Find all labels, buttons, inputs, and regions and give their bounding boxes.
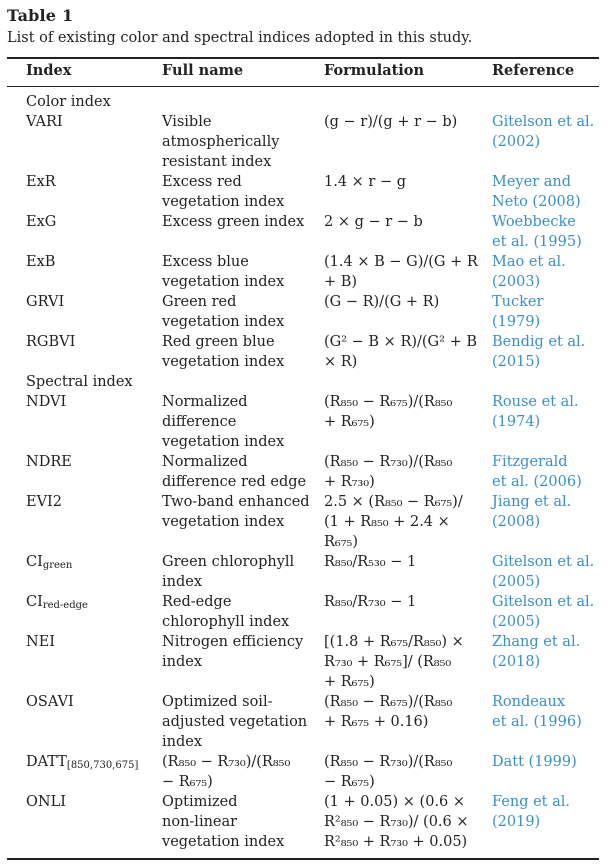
reference-line: et al. (1995) (492, 234, 582, 250)
table-row (0, 752, 609, 792)
reference-line: (2008) (492, 514, 541, 530)
full-name-cell (162, 172, 324, 212)
header-reference: Reference (492, 62, 575, 79)
formulation-line: (R₈₅₀ − R₆₇₅)/(R₈₅₀ (324, 694, 453, 710)
table-row (0, 552, 609, 592)
section-row (0, 92, 609, 112)
index-cell: GRVI (26, 294, 65, 310)
reference-line: (2015) (492, 354, 541, 370)
table-caption: List of existing color and spectral indices adopted in this study. (7, 30, 473, 46)
full-name-line: difference red edge (162, 474, 307, 490)
full-name-cell (162, 332, 324, 372)
section-label: Spectral index (26, 374, 133, 390)
index-cell: OSAVI (26, 694, 74, 710)
full-name-line: difference (162, 414, 237, 430)
formulation-cell (324, 212, 492, 252)
formulation-cell (324, 592, 492, 632)
full-name-line: vegetation index (162, 354, 285, 370)
full-name-line: vegetation index (162, 314, 285, 330)
full-name-cell (162, 552, 324, 592)
full-name-cell (162, 212, 324, 252)
reference-line: Gitelson et al. (492, 114, 595, 130)
reference-cell (492, 292, 602, 332)
formulation-line: (G − R)/(G + R) (324, 294, 440, 310)
formulation-line: (G² − B × R)/(G² + B (324, 334, 477, 350)
reference-line: et al. (2006) (492, 474, 582, 490)
full-name-line: Normalized (162, 394, 248, 410)
header-full-name: Full name (162, 62, 244, 79)
formulation-line: R²₈₅₀ + R₇₃₀ + 0.05) (324, 834, 468, 850)
table-row (0, 332, 609, 372)
reference-line: Rondeaux (492, 694, 566, 710)
formulation-line: − R₆₇₅) (324, 774, 375, 790)
reference-cell (492, 212, 602, 252)
table-row (0, 692, 609, 752)
reference-cell (492, 752, 602, 792)
formulation-cell (324, 492, 492, 552)
full-name-cell (162, 592, 324, 632)
full-name-line: Red-edge (162, 594, 232, 610)
index-subscript: red-edge (42, 600, 88, 611)
full-name-line: atmospherically (162, 134, 280, 150)
formulation-line: (R₈₅₀ − R₇₃₀)/(R₈₅₀ (324, 454, 453, 470)
reference-line: Fitzgerald (492, 454, 568, 470)
reference-line: Datt (1999) (492, 754, 577, 770)
index-cell (0, 592, 162, 632)
index-cell: NDVI (26, 394, 67, 410)
reference-line: (2002) (492, 134, 541, 150)
reference-line: Feng et al. (492, 794, 570, 810)
full-name-cell (162, 252, 324, 292)
reference-line: Tucker (492, 294, 544, 310)
formulation-line: (1.4 × B − G)/(G + R (324, 254, 478, 270)
index-cell: NEI (26, 634, 55, 650)
full-name-cell (162, 752, 324, 792)
table-bottom-rule (7, 858, 599, 860)
full-name-line: Excess red (162, 174, 242, 190)
full-name-cell (162, 692, 324, 752)
formulation-cell (324, 632, 492, 692)
reference-cell (492, 172, 602, 212)
reference-cell (492, 392, 602, 452)
table-header-rule (7, 86, 599, 87)
reference-line: (2005) (492, 614, 541, 630)
formulation-line: 2 × g − r − b (324, 214, 423, 230)
full-name-line: index (162, 654, 203, 670)
reference-cell (492, 692, 602, 752)
formulation-cell (324, 792, 492, 852)
formulation-line: + R₆₇₅ + 0.16) (324, 714, 429, 730)
index-cell (0, 552, 162, 592)
index-base: DATT (26, 754, 67, 770)
index-subscript: green (42, 560, 73, 571)
full-name-cell (162, 792, 324, 852)
full-name-line: vegetation index (162, 514, 285, 530)
reference-line: Bendig et al. (492, 334, 586, 350)
formulation-line: R₈₅₀/R₅₃₀ − 1 (324, 554, 417, 570)
formulation-cell (324, 692, 492, 752)
full-name-line: Green red (162, 294, 237, 310)
full-name-line: vegetation index (162, 194, 285, 210)
reference-line: (2019) (492, 814, 541, 830)
formulation-cell (324, 392, 492, 452)
reference-cell (492, 112, 602, 172)
formulation-line: R₆₇₅) (324, 534, 359, 550)
index-cell: ExG (26, 214, 57, 230)
formulation-line: + R₇₃₀) (324, 474, 375, 490)
index-cell: NDRE (26, 454, 72, 470)
formulation-line: R²₈₅₀ − R₇₃₀)/ (0.6 × (324, 814, 469, 830)
formulation-line: (1 + R₈₅₀ + 2.4 × (324, 514, 450, 530)
formulation-line: + R₆₇₅) (324, 414, 375, 430)
formulation-line: (R₈₅₀ − R₆₇₅)/(R₈₅₀ (324, 394, 453, 410)
full-name-cell (162, 492, 324, 552)
index-subscript: [850,730,675] (66, 760, 139, 771)
table-row (0, 172, 609, 212)
full-name-line: Green chlorophyll (162, 554, 295, 570)
full-name-line: Visible (162, 114, 212, 130)
full-name-line: adjusted vegetation (162, 714, 308, 730)
full-name-line: − R₆₇₅) (162, 774, 213, 790)
table-row (0, 212, 609, 252)
full-name-cell (162, 292, 324, 332)
full-name-line: Optimized (162, 794, 238, 810)
index-base: CI (26, 554, 43, 570)
full-name-line: Normalized (162, 454, 248, 470)
table-row (0, 112, 609, 172)
formulation-line: (R₈₅₀ − R₇₃₀)/(R₈₅₀ (324, 754, 453, 770)
full-name-cell (162, 112, 324, 172)
index-cell: ExB (26, 254, 56, 270)
formulation-cell (324, 752, 492, 792)
formulation-line: + R₆₇₅) (324, 674, 375, 690)
table-row (0, 492, 609, 552)
full-name-line: Nitrogen efficiency (162, 634, 304, 650)
full-name-cell (162, 392, 324, 452)
reference-line: (2003) (492, 274, 541, 290)
reference-line: (1979) (492, 314, 541, 330)
full-name-cell (162, 452, 324, 492)
reference-line: Mao et al. (492, 254, 566, 270)
full-name-line: Two-band enhanced (162, 494, 310, 510)
index-base: CI (26, 594, 43, 610)
full-name-line: non-linear (162, 814, 238, 830)
reference-line: Jiang et al. (492, 494, 572, 510)
formulation-line: 2.5 × (R₈₅₀ − R₆₇₅)/ (324, 494, 463, 510)
formulation-cell (324, 112, 492, 172)
table-row (0, 392, 609, 452)
reference-line: Meyer and (492, 174, 572, 190)
table-row (0, 252, 609, 292)
formulation-cell (324, 332, 492, 372)
reference-cell (492, 252, 602, 292)
full-name-cell (162, 632, 324, 692)
index-cell: VARI (26, 114, 63, 130)
formulation-line: R₇₃₀ + R₆₇₅]/ (R₈₅₀ (324, 654, 452, 670)
reference-cell (492, 452, 602, 492)
formulation-line: R₈₅₀/R₇₃₀ − 1 (324, 594, 417, 610)
reference-line: Gitelson et al. (492, 594, 595, 610)
full-name-line: Optimized soil- (162, 694, 273, 710)
index-cell: EVI2 (26, 494, 63, 510)
full-name-line: vegetation index (162, 274, 285, 290)
table-body (0, 92, 609, 852)
reference-line: Gitelson et al. (492, 554, 595, 570)
reference-cell (492, 552, 602, 592)
formulation-cell (324, 292, 492, 332)
reference-line: Woebbecke (492, 214, 576, 230)
full-name-line: resistant index (162, 154, 272, 170)
reference-line: (2018) (492, 654, 541, 670)
reference-cell (492, 492, 602, 552)
full-name-line: Red green blue (162, 334, 275, 350)
formulation-line: [(1.8 + R₆₇₅/R₈₅₀) × (324, 634, 464, 650)
formulation-line: × R) (324, 354, 358, 370)
formulation-cell (324, 552, 492, 592)
formulation-cell (324, 452, 492, 492)
reference-line: Neto (2008) (492, 194, 581, 210)
reference-line: (2005) (492, 574, 541, 590)
reference-cell (492, 632, 602, 692)
full-name-line: Excess green index (162, 214, 305, 230)
full-name-line: vegetation index (162, 434, 285, 450)
reference-cell (492, 332, 602, 372)
full-name-line: index (162, 734, 203, 750)
reference-line: Rouse et al. (492, 394, 579, 410)
full-name-line: vegetation index (162, 834, 285, 850)
header-formulation: Formulation (324, 62, 425, 79)
formulation-line: (1 + 0.05) × (0.6 × (324, 794, 466, 810)
table-row (0, 292, 609, 332)
table-row (0, 792, 609, 852)
table-row (0, 592, 609, 632)
full-name-line: (R₈₅₀ − R₇₃₀)/(R₈₅₀ (162, 754, 291, 770)
index-cell: ExR (26, 174, 56, 190)
index-cell: RGBVI (26, 334, 76, 350)
section-row (0, 372, 609, 392)
formulation-line: 1.4 × r − g (324, 174, 407, 190)
formulation-line: (g − r)/(g + r − b) (324, 114, 458, 130)
table-row (0, 632, 609, 692)
table-row (0, 452, 609, 492)
reference-line: et al. (1996) (492, 714, 582, 730)
table-top-rule (7, 57, 599, 59)
formulation-line: + B) (324, 274, 358, 290)
full-name-line: index (162, 574, 203, 590)
index-cell: ONLI (26, 794, 66, 810)
header-index: Index (26, 62, 72, 79)
formulation-cell (324, 172, 492, 212)
full-name-line: Excess blue (162, 254, 249, 270)
reference-line: (1974) (492, 414, 541, 430)
reference-cell (492, 592, 602, 632)
section-label: Color index (26, 94, 111, 110)
full-name-line: chlorophyll index (162, 614, 290, 630)
reference-line: Zhang et al. (492, 634, 581, 650)
index-cell (0, 752, 162, 792)
table-label: Table 1 (7, 6, 74, 25)
formulation-cell (324, 252, 492, 292)
reference-cell (492, 792, 602, 852)
